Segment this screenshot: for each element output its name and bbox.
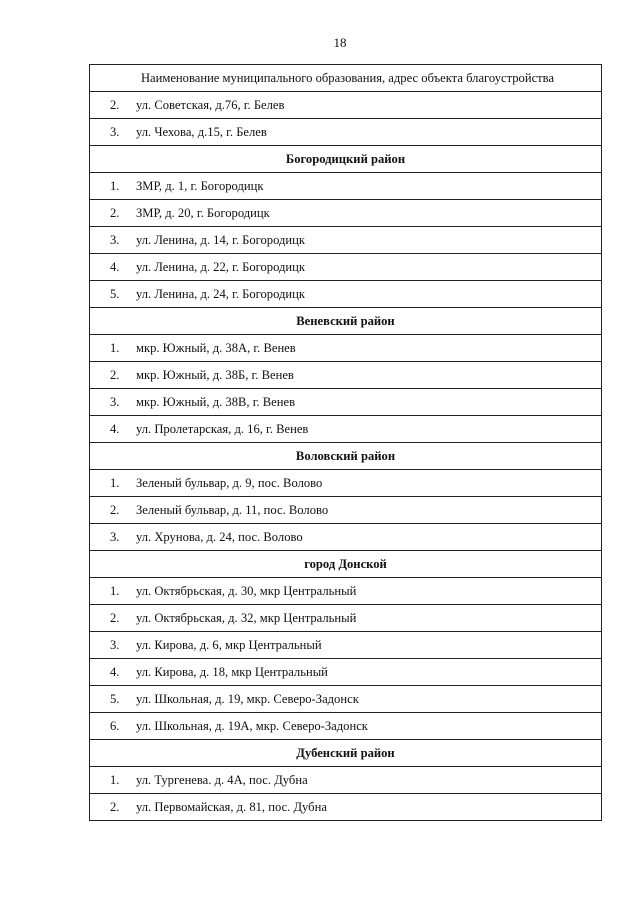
district-section-row bbox=[90, 551, 602, 578]
address-row bbox=[90, 281, 602, 308]
address-text: ул. Школьная, д. 19, мкр. Северо-Задонск bbox=[136, 691, 359, 706]
address-row bbox=[90, 119, 602, 146]
address-row bbox=[90, 578, 602, 605]
address-text: ЗМР, д. 20, г. Богородицк bbox=[136, 205, 270, 220]
district-name: Богородицкий район bbox=[90, 146, 602, 173]
district-name: город Донской bbox=[90, 551, 602, 578]
district-section-row bbox=[90, 443, 602, 470]
address-cell bbox=[90, 686, 602, 713]
address-cell bbox=[90, 632, 602, 659]
address-text: ул. Ленина, д. 14, г. Богородицк bbox=[136, 232, 306, 247]
item-number: 2. bbox=[110, 610, 120, 625]
item-number: 1. bbox=[110, 340, 120, 355]
item-number: 1. bbox=[110, 583, 120, 598]
address-row bbox=[90, 389, 602, 416]
address-row bbox=[90, 92, 602, 119]
item-number: 1. bbox=[110, 475, 120, 490]
address-cell bbox=[90, 362, 602, 389]
item-number: 1. bbox=[110, 178, 120, 193]
item-number: 3. bbox=[110, 529, 120, 544]
item-number: 2. bbox=[110, 97, 120, 112]
district-section-row bbox=[90, 308, 602, 335]
item-number: 3. bbox=[110, 394, 120, 409]
address-row bbox=[90, 173, 602, 200]
item-number: 1. bbox=[110, 772, 120, 787]
table-header-cell: Наименование муниципального образования, адрес объекта благоустройства bbox=[90, 65, 602, 92]
address-text: ЗМР, д. 1, г. Богородицк bbox=[136, 178, 264, 193]
address-cell bbox=[90, 794, 602, 821]
address-row bbox=[90, 794, 602, 821]
address-text: ул. Ленина, д. 22, г. Богородицк bbox=[136, 259, 306, 274]
address-text: Зеленый бульвар, д. 9, пос. Волово bbox=[136, 475, 323, 490]
item-number: 2. bbox=[110, 367, 120, 382]
address-text: ул. Кирова, д. 6, мкр Центральный bbox=[136, 637, 322, 652]
address-text: ул. Октябрьская, д. 32, мкр Центральный bbox=[136, 610, 357, 625]
address-text: ул. Октябрьская, д. 30, мкр Центральный bbox=[136, 583, 357, 598]
address-cell bbox=[90, 767, 602, 794]
item-number: 2. bbox=[110, 502, 120, 517]
address-text: ул. Кирова, д. 18, мкр Центральный bbox=[136, 664, 328, 679]
district-name: Воловский район bbox=[90, 443, 602, 470]
address-cell bbox=[90, 497, 602, 524]
address-cell bbox=[90, 389, 602, 416]
address-text: ул. Первомайская, д. 81, пос. Дубна bbox=[136, 799, 327, 814]
address-row bbox=[90, 362, 602, 389]
address-text: ул. Чехова, д.15, г. Белев bbox=[136, 124, 267, 139]
district-name: Дубенский район bbox=[90, 740, 602, 767]
address-row bbox=[90, 659, 602, 686]
page-number: 18 bbox=[333, 35, 347, 50]
address-text: мкр. Южный, д. 38В, г. Венев bbox=[136, 394, 296, 409]
item-number: 2. bbox=[110, 205, 120, 220]
address-row bbox=[90, 497, 602, 524]
address-cell bbox=[90, 524, 602, 551]
address-cell bbox=[90, 578, 602, 605]
address-row bbox=[90, 470, 602, 497]
address-cell bbox=[90, 227, 602, 254]
item-number: 3. bbox=[110, 124, 120, 139]
item-number: 3. bbox=[110, 637, 120, 652]
item-number: 6. bbox=[110, 718, 120, 733]
item-number: 4. bbox=[110, 421, 120, 436]
address-row bbox=[90, 713, 602, 740]
address-cell bbox=[90, 605, 602, 632]
address-cell bbox=[90, 200, 602, 227]
item-number: 2. bbox=[110, 799, 120, 814]
address-row bbox=[90, 335, 602, 362]
table-header-row bbox=[90, 65, 602, 92]
address-cell bbox=[90, 416, 602, 443]
address-text: ул. Хрунова, д. 24, пос. Волово bbox=[136, 529, 303, 544]
address-cell bbox=[90, 254, 602, 281]
address-cell bbox=[90, 335, 602, 362]
address-cell bbox=[90, 173, 602, 200]
item-number: 4. bbox=[110, 259, 120, 274]
address-text: ул. Школьная, д. 19А, мкр. Северо-Задонск bbox=[136, 718, 368, 733]
address-table-body bbox=[90, 65, 602, 821]
address-text: мкр. Южный, д. 38А, г. Венев bbox=[136, 340, 296, 355]
address-cell bbox=[90, 659, 602, 686]
address-cell bbox=[90, 92, 602, 119]
district-section-row bbox=[90, 740, 602, 767]
address-text: Зеленый бульвар, д. 11, пос. Волово bbox=[136, 502, 329, 517]
address-text: ул. Тургенева. д. 4А, пос. Дубна bbox=[136, 772, 308, 787]
district-name: Веневский район bbox=[90, 308, 602, 335]
address-cell bbox=[90, 281, 602, 308]
item-number: 5. bbox=[110, 691, 120, 706]
address-row bbox=[90, 524, 602, 551]
item-number: 4. bbox=[110, 664, 120, 679]
item-number: 5. bbox=[110, 286, 120, 301]
address-cell bbox=[90, 119, 602, 146]
address-text: ул. Советская, д.76, г. Белев bbox=[136, 97, 285, 112]
address-row bbox=[90, 632, 602, 659]
address-row bbox=[90, 227, 602, 254]
address-cell bbox=[90, 713, 602, 740]
address-text: ул. Пролетарская, д. 16, г. Венев bbox=[136, 421, 309, 436]
item-number: 3. bbox=[110, 232, 120, 247]
address-row bbox=[90, 686, 602, 713]
address-row bbox=[90, 254, 602, 281]
address-row bbox=[90, 767, 602, 794]
district-section-row bbox=[90, 146, 602, 173]
address-row bbox=[90, 200, 602, 227]
address-table bbox=[89, 64, 602, 821]
address-text: ул. Ленина, д. 24, г. Богородицк bbox=[136, 286, 306, 301]
address-row bbox=[90, 416, 602, 443]
address-row bbox=[90, 605, 602, 632]
address-cell bbox=[90, 470, 602, 497]
address-text: мкр. Южный, д. 38Б, г. Венев bbox=[136, 367, 294, 382]
